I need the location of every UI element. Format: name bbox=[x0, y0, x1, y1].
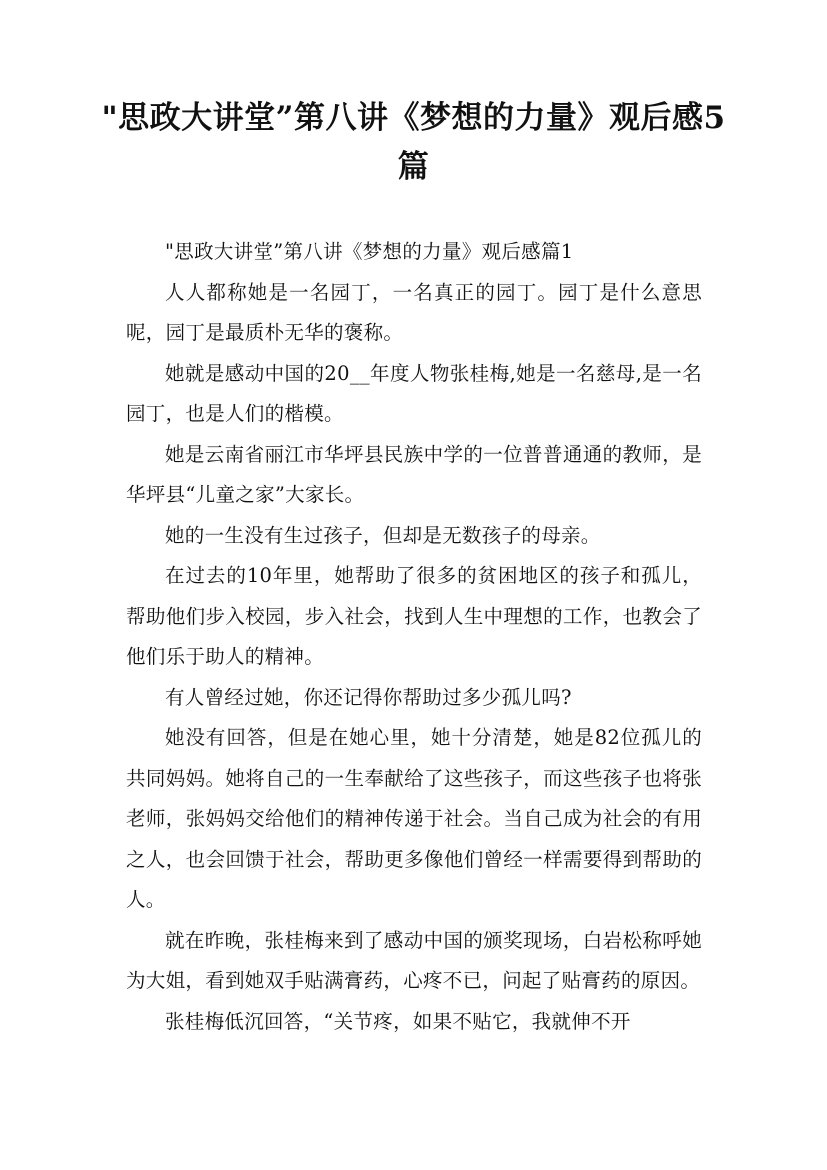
paragraph: 有人曾经过她，你还记得你帮助过多少孤儿吗? bbox=[165, 685, 572, 709]
paragraph: 张桂梅低沉回答，“关节疼，如果不贴它，我就伸不开 bbox=[165, 1009, 631, 1033]
paragraph: 人人都称她是一名园丁，一名真正的园丁。园丁是什么意思呢，园丁是最质朴无华的褒称。 bbox=[126, 280, 702, 344]
paragraph-subtitle: "思政大讲堂”第八讲《梦想的力量》观后感篇1 bbox=[165, 240, 574, 263]
document-title: "思政大讲堂”第八讲《梦想的力量》观后感5篇 bbox=[101, 100, 726, 185]
paragraph: 她是云南省丽江市华坪县民族中学的一位普普通通的教师，是华坪县“儿童之家”大家长。 bbox=[126, 442, 702, 506]
paragraph: 她没有回答，但是在她心里，她十分清楚，她是82位孤儿的共同妈妈。她将自己的一生奉献给了这些孩子，而这些孩子也将张老师，张妈妈交给他们的精神传递于社会。当自己成为社会的有用之人，也会回馈于社会，帮助更多像他们曾经一样需要得到帮助的人。 bbox=[126, 726, 702, 911]
paragraph: 就在昨晚，张桂梅来到了感动中国的颁奖现场，白岩松称呼她为大姐，看到她双手贴满膏药，心疼不已，问起了贴膏药的原因。 bbox=[126, 928, 702, 992]
document-body bbox=[126, 232, 702, 1042]
paragraph: 她就是感动中国的20__年度人物张桂梅,她是一名慈母,是一名园丁，也是人们的楷模。 bbox=[126, 361, 702, 425]
paragraph: 她的一生没有生过孩子，但却是无数孩子的母亲。 bbox=[165, 523, 601, 547]
paragraph: 在过去的10年里，她帮助了很多的贫困地区的孩子和孤儿，帮助他们步入校园，步入社会，找到人生中理想的工作，也教会了他们乐于助人的精神。 bbox=[126, 564, 702, 668]
